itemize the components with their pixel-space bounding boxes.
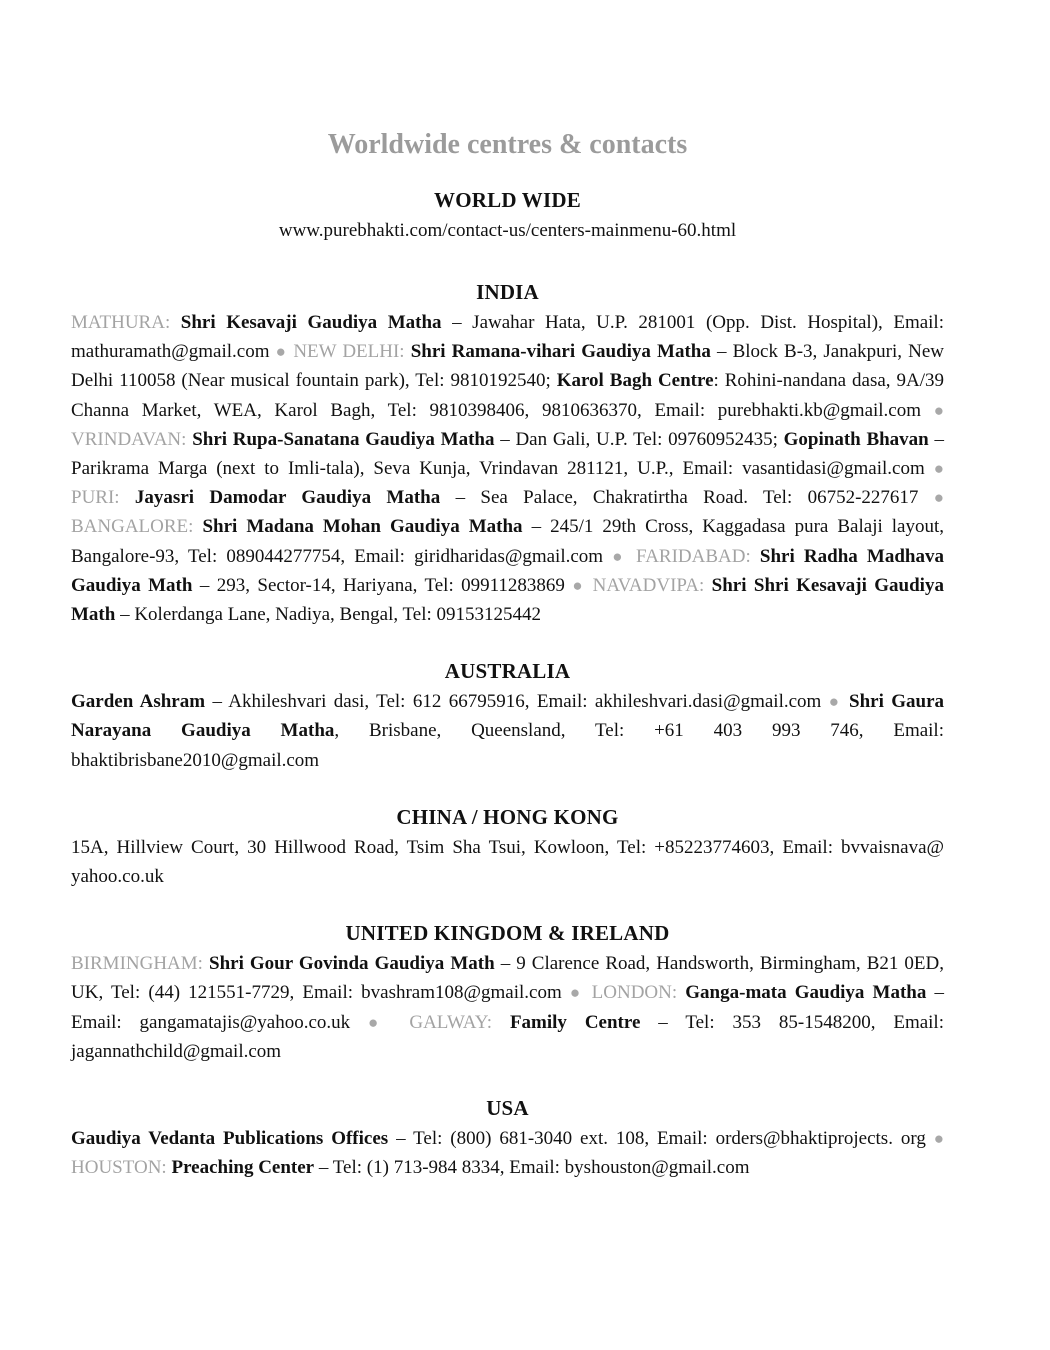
separator-bullet-icon: ●: [612, 546, 627, 566]
centre-name: Ganga-mata Gaudiya Matha: [685, 982, 927, 1004]
centre-details: – 293, Sector-14, Hariyana, Tel: 09911283869: [192, 574, 573, 596]
uk-section: [71, 919, 944, 1066]
centre-details: – Tel: (800) 681-3040 ext. 108, Email: orders@bhaktiprojects. org: [388, 1128, 934, 1150]
centre-name: Gopinath Bhavan: [783, 428, 929, 450]
uk-heading: UNITED KINGDOM & IRELAND: [345, 921, 670, 946]
centre-name: Gaudiya Vedanta Publications Offices: [71, 1128, 389, 1150]
centre-details: , Brisbane, Queensland, Tel: +61 403 993 746, Email: bhaktibrisbane2010@gmail.com: [71, 720, 944, 771]
centre-name: Shri Shri Kesavaji Gaudiya Math: [71, 574, 944, 626]
centre-name: Family Centre: [509, 1011, 641, 1033]
separator-bullet-icon: ●: [933, 400, 944, 420]
centre-name: Shri Gaura Narayana Gaudiya Matha: [71, 691, 945, 742]
city-galway: GALWAY:: [409, 1011, 493, 1033]
centre-details: – Akhileshvari dasi, Tel: 612 66795916, Email: akhileshvari.dasi@gmail.com: [205, 691, 829, 713]
centre-details: : Rohini-nandana dasa, 9A/39 Channa Market, WEA, Karol Bagh, Tel: 9810398406, 9810636370, Email: purebhakti.kb@gmail.com: [71, 370, 944, 421]
city-mathura: MATHURA:: [71, 312, 171, 333]
city-vrindavan: VRINDAVAN:: [71, 428, 187, 450]
centre-name: Shri Rupa-Sanatana Gaudiya Matha: [192, 428, 495, 450]
centre-details: – 9 Clarence Road, Handsworth, Birmingham, B21 0ED, UK, Tel: (44) 121551-7729, Email: bvashram108@gmail.com: [71, 953, 945, 1004]
centre-details: – Tel: 353 85-1548200, Email: jagannathchild@gmail.com: [71, 1011, 944, 1062]
centre-name: Preaching Center: [171, 1157, 315, 1179]
separator-bullet-icon: ●: [828, 692, 842, 712]
china-heading: CHINA / HONG KONG: [396, 804, 619, 829]
centre-details: – Email: gangamatajis@yahoo.co.uk: [71, 982, 944, 1033]
separator-bullet-icon: ●: [933, 1129, 944, 1149]
australia-heading: AUSTRALIA: [444, 659, 571, 684]
worldwide-heading: WORLD WIDE: [434, 188, 581, 212]
city-birmingham: BIRMINGHAM:: [71, 953, 203, 975]
india-heading: INDIA: [476, 280, 539, 304]
separator-bullet-icon: ●: [933, 459, 944, 479]
worldwide-url: [71, 218, 944, 244]
usa-heading: USA: [486, 1096, 529, 1121]
centre-details: 15A, Hillview Court, 30 Hillwood Road, Tsim Sha Tsui, Kowloon, Tel: +85223774603, Email: bvvaisnava@ yahoo.co.uk: [71, 836, 944, 888]
separator-bullet-icon: ●: [275, 342, 288, 362]
centre-name: Jayasri Damodar Gaudiya Matha: [134, 487, 441, 509]
china-section: [71, 803, 944, 891]
city-london: LONDON:: [591, 982, 678, 1004]
contacts-page: [71, 128, 944, 1182]
centre-details: – Parikrama Marga (next to Imli-tala), Seva Kunja, Vrindavan 281121, U.P., Email: vasantidasi@gmail.com: [71, 428, 945, 480]
separator-bullet-icon: ●: [933, 488, 945, 508]
india-paragraph: [71, 308, 944, 629]
worldwide-url-text: www.purebhakti.com/contact-us/centers-mainmenu-60.html: [278, 220, 737, 241]
centre-details: – Kolerdanga Lane, Nadiya, Bengal, Tel: 09153125442: [115, 604, 542, 626]
centre-name: Shri Gour Govinda Gaudiya Math: [209, 953, 495, 975]
city-new-delhi: NEW DELHI:: [293, 341, 405, 363]
centre-name: Karol Bagh Centre: [556, 370, 714, 392]
separator-bullet-icon: ●: [569, 983, 584, 1003]
centre-name: Shri Madana Mohan Gaudiya Matha: [202, 516, 523, 538]
city-faridabad: FARIDABAD:: [636, 545, 751, 567]
separator-bullet-icon: ●: [572, 575, 586, 595]
centre-details: – Dan Gali, U.P. Tel: 09760952435;: [494, 428, 784, 450]
centre-name: Shri Kesavaji Gaudiya Matha: [180, 312, 442, 333]
city-puri: PURI:: [71, 487, 120, 509]
centre-details: – Tel: (1) 713-984 8334, Email: byshouston@gmail.com: [314, 1157, 750, 1179]
city-navadvipa: NAVADVIPA:: [592, 574, 705, 596]
city-bangalore: BANGALORE:: [71, 516, 194, 538]
page-title: Worldwide centres & contacts: [327, 129, 688, 160]
centre-name: Shri Ramana-vihari Gaudiya Matha: [410, 341, 711, 363]
centre-details: – Block B-3, Janakpuri, New Delhi 110058 (Near musical fountain park), Tel: 9810192540;: [71, 341, 944, 392]
usa-section: [71, 1094, 944, 1182]
separator-bullet-icon: ●: [368, 1012, 392, 1032]
centre-name: Shri Radha Madhava Gaudiya Math: [71, 545, 944, 596]
australia-section: [71, 657, 944, 775]
centre-details: – 245/1 29th Cross, Kaggadasa pura Balaji layout, Bangalore-93, Tel: 089044277754, Email: giridharidas@gmail.com: [71, 516, 945, 567]
usa-paragraph: [71, 1124, 944, 1182]
china-paragraph: [71, 833, 944, 891]
centre-name: Garden Ashram: [71, 691, 206, 713]
city-houston: HOUSTON:: [71, 1157, 167, 1179]
centre-details: – Jawahar Hata, U.P. 281001 (Opp. Dist. Hospital), Email: mathuramath@gmail.com: [71, 312, 944, 363]
worldwide-section: [71, 186, 944, 244]
uk-paragraph: [71, 949, 944, 1066]
australia-paragraph: [71, 687, 944, 775]
india-section: [71, 278, 944, 629]
centre-details: – Sea Palace, Chakratirtha Road. Tel: 06752-227617: [440, 487, 934, 509]
